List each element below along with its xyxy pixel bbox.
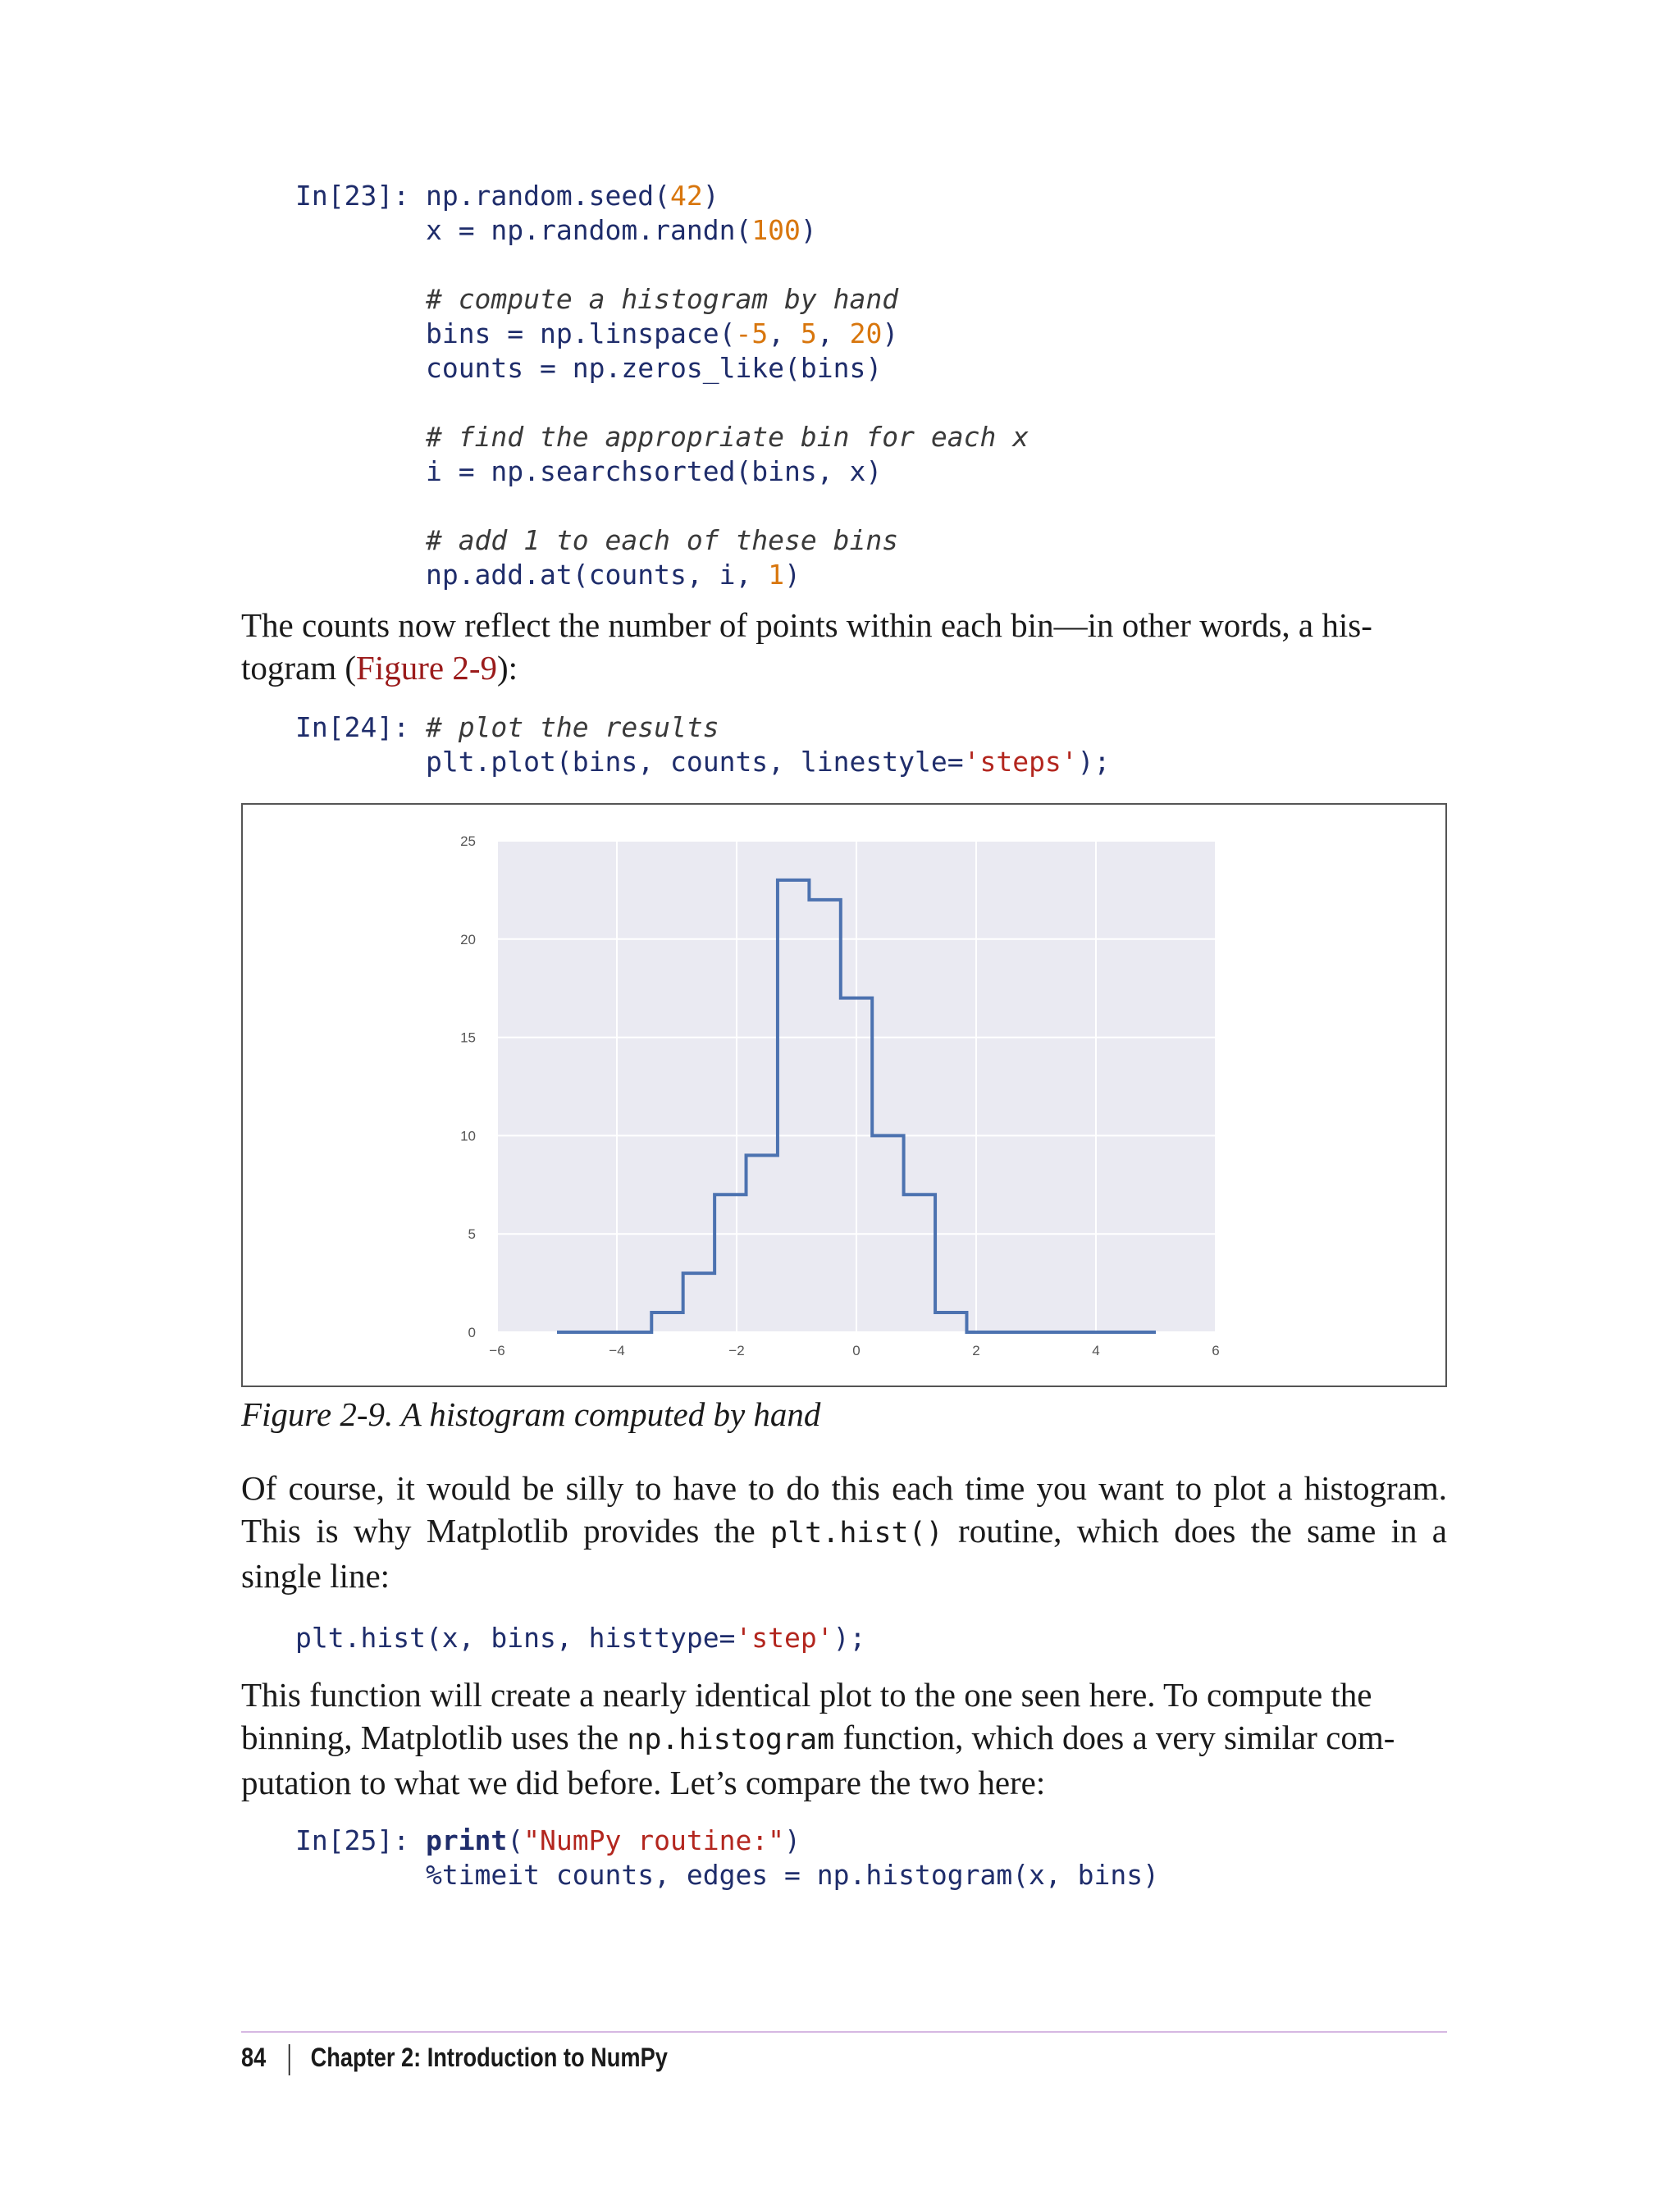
- y-tick-label: 0: [468, 1325, 476, 1340]
- code-indent: [295, 559, 426, 591]
- code-comment: # compute a histogram by hand: [425, 283, 899, 315]
- inline-code: np.histogram: [627, 1723, 835, 1756]
- code-string: 'steps': [963, 746, 1078, 778]
- paragraph-text: This function will create a nearly identical plot to the one seen here. To compute the binning, Matplotlib uses the: [241, 1676, 1372, 1756]
- prompt: In[25]:: [295, 1824, 426, 1856]
- paragraph-plt-hist: [241, 1467, 1447, 1597]
- y-tick-label: 10: [460, 1128, 476, 1144]
- code-block-in23: [295, 179, 1029, 592]
- code-comment: # add 1 to each of these bins: [425, 524, 899, 556]
- paragraph-text: Of course, it would be silly to have to do this each time you want to plot a histogram. This is why Matplotlib provides the: [241, 1469, 1447, 1550]
- code-text: bins = np.linspace(: [425, 317, 736, 349]
- y-tick-label: 5: [468, 1226, 476, 1243]
- code-number: 42: [669, 180, 703, 212]
- code-text: ): [784, 559, 801, 591]
- page-footer: [241, 2043, 668, 2075]
- chapter-title: Chapter 2: Introduction to NumPy: [310, 2043, 668, 2072]
- code-number: -5: [735, 317, 769, 349]
- footer-rule: [241, 2031, 1447, 2033]
- code-indent: [295, 524, 426, 556]
- code-number: 100: [751, 214, 801, 246]
- code-text: plt.plot(bins, counts, linestyle=: [425, 746, 964, 778]
- x-tick-label: −6: [489, 1343, 505, 1358]
- code-indent: [295, 1859, 426, 1891]
- code-text: (: [507, 1824, 524, 1856]
- code-indent: [295, 746, 426, 778]
- x-tick-label: −4: [609, 1343, 625, 1358]
- paragraph-text: routine, which does the same in a single line:: [241, 1512, 1447, 1595]
- code-text: ,: [768, 317, 801, 349]
- code-text: ): [800, 214, 817, 246]
- paragraph-counts: [241, 604, 1447, 689]
- code-comment: # plot the results: [425, 711, 719, 743]
- code-text: x = np.random.randn(: [425, 214, 752, 246]
- figure-frame: [241, 803, 1447, 1387]
- x-tick-label: 2: [972, 1343, 980, 1358]
- paragraph-text: ):: [497, 649, 518, 687]
- x-tick-label: 6: [1212, 1343, 1220, 1358]
- x-tick-label: −2: [728, 1343, 745, 1358]
- code-number: 1: [768, 559, 785, 591]
- y-tick-label: 25: [460, 833, 476, 849]
- footer-separator: [288, 2044, 290, 2075]
- page-number: 84: [241, 2043, 267, 2072]
- prompt: In[24]:: [295, 711, 426, 743]
- code-string: "NumPy routine:": [523, 1824, 785, 1856]
- code-indent: [295, 421, 426, 453]
- code-indent: [295, 455, 426, 487]
- code-keyword: print: [425, 1824, 508, 1856]
- code-text: ): [702, 180, 719, 212]
- code-number: 5: [800, 317, 817, 349]
- paragraph-text: function, which does a very similar com- putation to what we did before. Let’s compare the two here:: [241, 1719, 1395, 1801]
- figure-link[interactable]: Figure 2-9: [356, 649, 497, 687]
- y-tick-label: 20: [460, 931, 476, 947]
- y-tick-label: 15: [460, 1029, 476, 1046]
- code-indent: [295, 214, 426, 246]
- code-block-in24: [295, 710, 1110, 779]
- code-text: i = np.searchsorted(bins, x): [425, 455, 883, 487]
- code-text: np.random.seed(: [425, 180, 670, 212]
- code-text: plt.hist(x, bins, histtype=: [295, 1622, 736, 1654]
- figure-caption: Figure 2-9. A histogram computed by hand: [241, 1395, 821, 1433]
- code-text: ): [882, 317, 899, 349]
- code-text: np.add.at(counts, i,: [425, 559, 769, 591]
- code-text: );: [833, 1622, 866, 1654]
- code-block-in25: [295, 1824, 1159, 1892]
- code-indent: [295, 283, 426, 315]
- code-text: ): [784, 1824, 801, 1856]
- histogram-chart: [243, 805, 1445, 1386]
- inline-code: plt.hist(): [770, 1517, 943, 1550]
- x-tick-label: 0: [852, 1343, 861, 1358]
- code-indent: [295, 352, 426, 384]
- paragraph-text: The counts now reflect the number of points within each bin—in other words, a his- togram (: [241, 606, 1372, 687]
- prompt: In[23]:: [295, 180, 426, 212]
- paragraph-np-histogram: [241, 1673, 1447, 1804]
- code-number: 20: [849, 317, 883, 349]
- code-text: %timeit counts, edges = np.histogram(x, bins): [425, 1859, 1159, 1891]
- code-block-hist: [295, 1621, 865, 1655]
- code-indent: [295, 317, 426, 349]
- code-text: counts = np.zeros_like(bins): [425, 352, 883, 384]
- code-text: ,: [816, 317, 850, 349]
- code-text: );: [1077, 746, 1111, 778]
- x-tick-label: 4: [1092, 1343, 1100, 1358]
- code-comment: # find the appropriate bin for each x: [425, 421, 1029, 453]
- code-string: 'step': [735, 1622, 833, 1654]
